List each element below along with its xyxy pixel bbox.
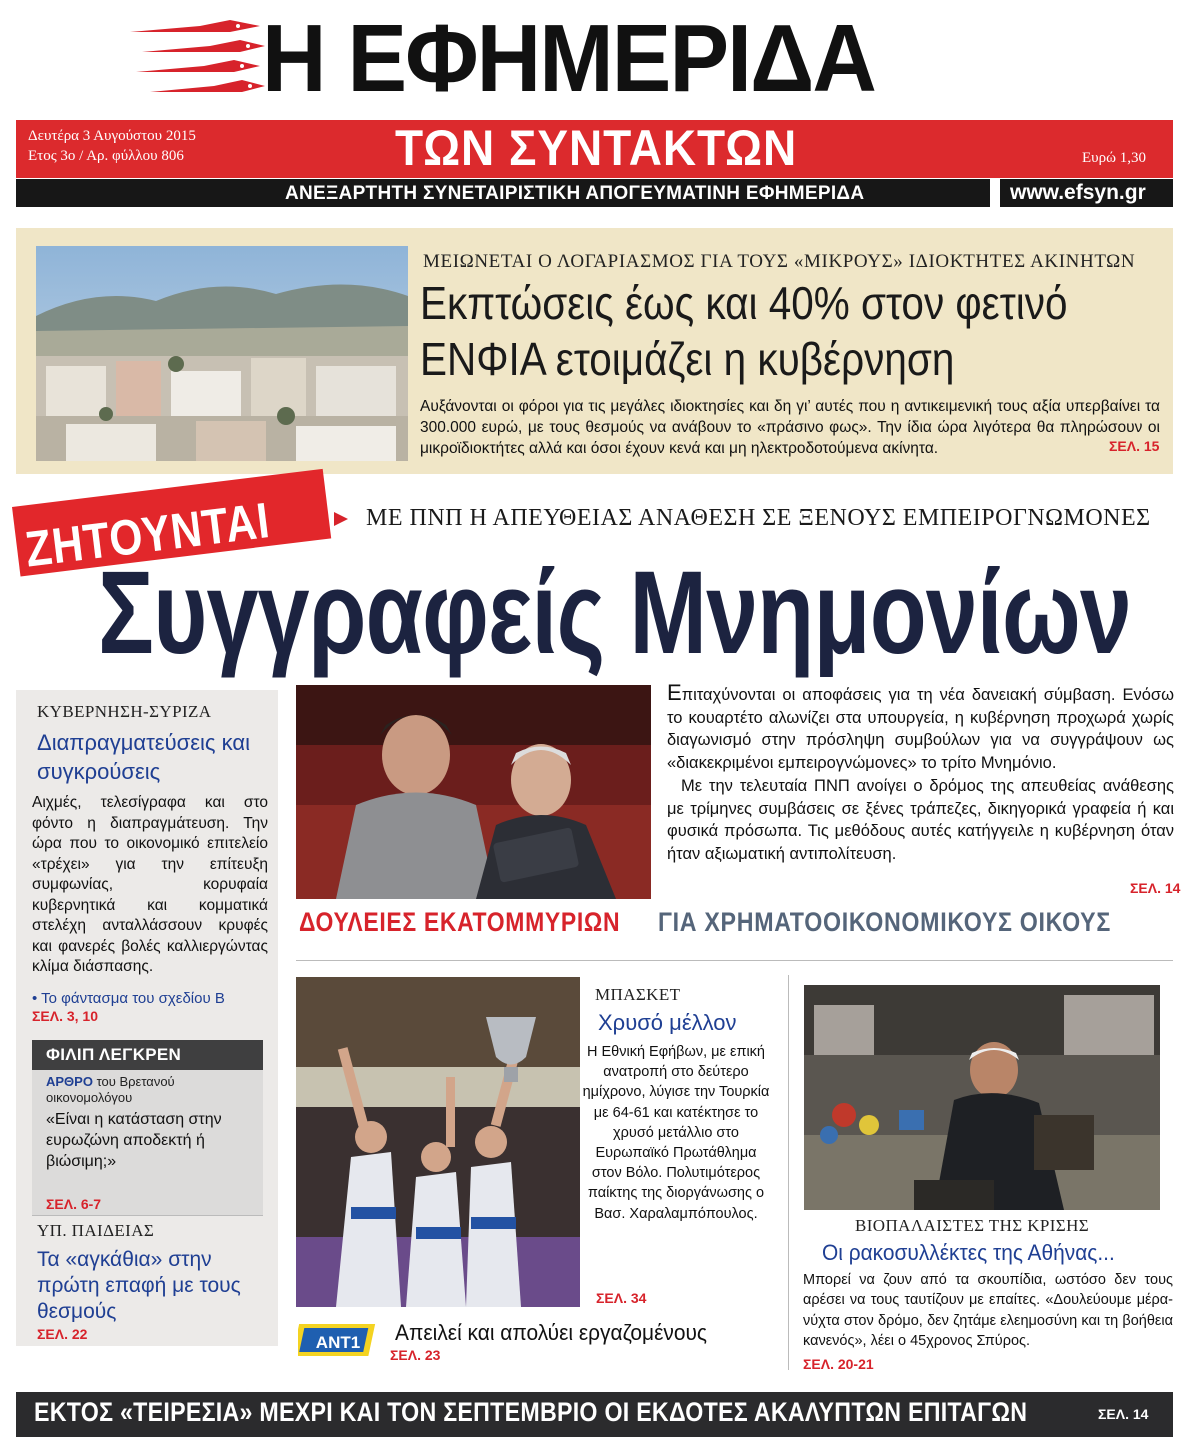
issue-price: Ευρώ 1,30: [1082, 150, 1146, 166]
ant1-page-ref[interactable]: ΣΕΛ. 23: [390, 1347, 441, 1363]
main-story-strap-blue: ΓΙΑ ΧΡΗΜΑΤΟΟΙΚΟΝΟΜΙΚΟΥΣ ΟΙΚΟΥΣ: [658, 907, 1111, 937]
main-story-badge: ΖΗΤΟΥΝΤΑΙ: [22, 492, 273, 578]
opinion-author-role: [46, 1074, 246, 1106]
issue-number: Ετος 3ο / Αρ. φύλλου 806: [28, 148, 184, 164]
athens-rooftops-photo: [36, 246, 408, 461]
top-story-headline-line2[interactable]: ΕΝΦΙΑ ετοιμάζει η κυβέρνηση: [420, 333, 955, 385]
main-story-body: [667, 682, 1174, 866]
opinion-quote[interactable]: «Είναι η κατάσταση στην ευρωζώνη αποδεκτή ή βιώσιμη;»: [46, 1111, 222, 1170]
opinion-article-label: ΑΡΘΡΟ: [46, 1074, 93, 1089]
sidebar-story1-text: Αιχμές, τελεσίγραφα και στο φόντο η διαπραγμάτευση. Την ώρα που το οικονομικό επιτελείο «τρέχει» για την επίτευξη συμφωνίας, κορυφαία κυβερνητικά και κομματικά στελέχη ανταλλάσσουν κρυφές και φανερές βολές καλλιεργώντας κλίμα διάσπασης.: [32, 794, 268, 975]
sidebar-story1-page-ref[interactable]: ΣΕΛ. 3, 10: [32, 1008, 98, 1024]
main-story-page-ref[interactable]: ΣΕΛ. 14: [1130, 880, 1181, 896]
issue-date: Δευτέρα 3 Αυγούστου 2015: [28, 128, 196, 144]
top-story-kicker: ΜΕΙΩΝΕΤΑΙ Ο ΛΟΓΑΡΙΑΣΜΟΣ ΓΙΑ ΤΟΥΣ «ΜΙΚΡΟΥΣ» ΙΔΙΟΚΤΗΤΕΣ ΑΚΙΝΗΤΩΝ: [423, 251, 1136, 272]
ragpicker-market-photo: [804, 985, 1160, 1210]
sidebar-story3-kicker: ΥΠ. ΠΑΙΔΕΙΑΣ: [37, 1221, 155, 1240]
sidebar-story1-title[interactable]: Διαπραγματεύσεις και συγκρούσεις: [37, 730, 250, 784]
basket-page-ref[interactable]: ΣΕΛ. 34: [596, 1290, 647, 1306]
top-story-page-ref[interactable]: ΣΕΛ. 15: [1109, 438, 1160, 454]
ant1-title[interactable]: Απειλεί και απολύει εργαζομένους: [395, 1320, 707, 1345]
section-divider: [296, 960, 1173, 961]
ragpickers-title[interactable]: Οι ρακοσυλλέκτες της Αθήνας...: [822, 1240, 1115, 1265]
column-divider: [788, 975, 789, 1370]
basketball-team-celebration-photo: [296, 977, 580, 1307]
pen-nibs-logo-icon: [130, 18, 265, 98]
basket-title[interactable]: Χρυσό μέλλον: [598, 1010, 737, 1035]
ragpickers-text: Μπορεί να ζουν από τα σκουπίδια, ωστόσο δεν τους αρέσει να τους ταυτίζουν με επαίτες. «Δουλεύουμε μέρα-νύχτα στον δρόμο, δεν ζητάμε ελεημοσύνη και τη βοήθεια κανενός», λέει ο 45χρονος Σπύρος.: [803, 1272, 1173, 1349]
ant1-logo-icon: [298, 1320, 378, 1360]
main-story-paragraph-2: Με την τελευταία ΠΝΠ ανοίγει ο δρόμος της απευθείας ανάθεσης με τρίμηνες συμβάσεις σε ξένες τράπεζες, δικηγορικά γραφεία ή και φυσικά πρόσωπα. Τις μεθόδους αυτές κατήγγειλε η κυβέρνηση όταν ήταν αξιωματική αντιπολίτευση.: [667, 776, 1174, 863]
sidebar-story1-related-link[interactable]: • Το φάντασμα του σχεδίου Β: [32, 990, 225, 1007]
main-story-dropcap: Ε: [667, 680, 682, 705]
masthead-tagline: ΑΝΕΞΑΡΤΗΤΗ ΣΥΝΕΤΑΙΡΙΣΤΙΚΗ ΑΠΟΓΕΥΜΑΤΙΝΗ ΕΦΗΜΕΡΙΔΑ: [285, 183, 865, 204]
main-story-headline[interactable]: Συγγραφείς Μνημονίων: [98, 547, 1132, 679]
basket-kicker: ΜΠΑΣΚΕΤ: [595, 985, 681, 1004]
main-story-kicker: ΜΕ ΠΝΠ Η ΑΠΕΥΘΕΙΑΣ ΑΝΑΘΕΣΗ ΣΕ ΞΕΝΟΥΣ ΕΜΠΕΙΡΟΓΝΩΜΟΝΕΣ: [366, 505, 1151, 531]
sidebar-divider: [32, 1215, 263, 1216]
website-link[interactable]: www.efsyn.gr: [1010, 181, 1146, 204]
sidebar-story3-page-ref[interactable]: ΣΕΛ. 22: [37, 1326, 88, 1342]
opinion-page-ref[interactable]: ΣΕΛ. 6-7: [46, 1196, 102, 1212]
newspaper-name: Η ΕΦΗΜΕΡΙΔΑ: [262, 5, 876, 112]
newspaper-subtitle: ΤΩΝ ΣΥΝΤΑΚΤΩΝ: [395, 120, 798, 176]
parliament-ministers-photo: [296, 685, 651, 899]
top-story-headline-line1[interactable]: Εκπτώσεις έως και 40% στον φετινό: [420, 277, 1068, 329]
bottom-banner-page-ref[interactable]: ΣΕΛ. 14: [1098, 1406, 1149, 1422]
basket-text: Η Εθνική Εφήβων, με επική ανατροπή στο δεύτερο ημίχρονο, λύγισε την Τουρκία με 64-61 και κατέκτησε το χρυσό μετάλλιο στο Ευρωπαϊκό Πρωτάθλημα στον Βόλο. Πολυτιμότερος παίκτης της διοργάνωσης ο Βασ. Χαραλαμπόπουλος.: [582, 1044, 770, 1222]
kicker-arrow-icon: [334, 512, 348, 526]
sidebar-story1-kicker: ΚΥΒΕΡΝΗΣΗ-ΣΥΡΙΖΑ: [37, 702, 212, 721]
ragpickers-page-ref[interactable]: ΣΕΛ. 20-21: [803, 1356, 874, 1372]
opinion-author-name: ΦΙΛΙΠ ΛΕΓΚΡΕΝ: [32, 1040, 263, 1070]
ragpickers-kicker: ΒΙΟΠΑΛΑΙΣΤΕΣ ΤΗΣ ΚΡΙΣΗΣ: [855, 1216, 1090, 1235]
bottom-banner-headline[interactable]: ΕΚΤΟΣ «ΤΕΙΡΕΣΙΑ» ΜΕΧΡΙ ΚΑΙ ΤΟΝ ΣΕΠΤΕΜΒΡΙΟ ΟΙ ΕΚΔΟΤΕΣ ΑΚΑΛΥΠΤΩΝ ΕΠΙΤΑΓΩΝ: [34, 1397, 1028, 1427]
sidebar-story3-title[interactable]: Τα «αγκάθια» στην πρώτη επαφή με τους θεσμούς: [37, 1248, 241, 1323]
opinion-author-description: του Βρετανού οικονομολόγου: [46, 1074, 175, 1105]
main-story-strap-red: ΔΟΥΛΕΙΕΣ ΕΚΑΤΟΜΜΥΡΙΩΝ: [299, 907, 621, 937]
band-divider: [990, 179, 1000, 207]
top-story-summary: Αυξάνονται οι φόροι για τις μεγάλες ιδιοκτησίες και δη γι’ αυτές που η αντικειμενική τους αξία υπερβαίνει τα 300.000 ευρώ, με τους θεσμούς να ανάβουν το «πράσινο φως». Την ίδια ώρα λιγότερα θα πληρώσουν οι μικροϊδιοκτήτες αλλά και όσοι έχουν κενά και μη ηλεκτροδοτούμενα ακίνητα.: [420, 398, 1160, 457]
ant1-logo-text: ANT1: [315, 1333, 361, 1352]
main-story-paragraph-1: πιταχύνονται οι αποφάσεις για τη νέα δανειακή σύμβαση. Ενόσω το κουαρτέτο αλωνίζει στα υπουργεία, η κυβέρνηση προχωρά χωρίς διαγωνισμό στην πρόσληψη συμβούλων για να συγγράψουν ως «διακεκριμένοι εμπειρογνώμονες» το τρίτο Μνημόνιο.: [667, 686, 1174, 773]
